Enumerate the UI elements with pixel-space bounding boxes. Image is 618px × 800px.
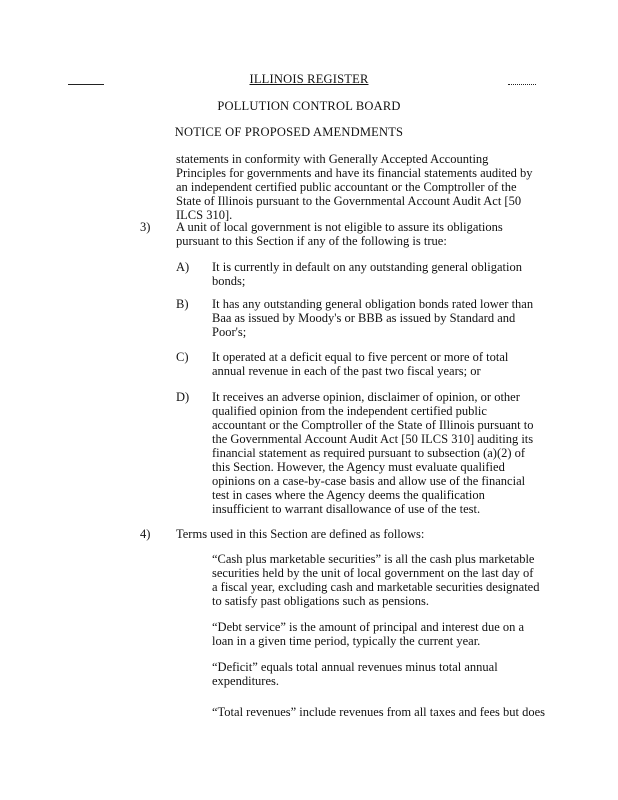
definition-cash: “Cash plus marketable securities” is all the cash plus marketable securities held by the unit of local government on the last day of a fiscal year, excluding cash and marketable securities designated to satisfy past obligations such as pensions. [212,552,540,608]
item-3b-label: B) [176,297,189,311]
intro-paragraph: statements in conformity with Generally Accepted Accounting Principles for governments and have its financial statements audited by an independent certified public accountant or the Comptroller of the State of Illinois pursuant to the Governmental Account Audit Act [50 ILCS 310]. [176,152,533,222]
definition-deficit: “Deficit” equals total annual revenues minus total annual expenditures. [212,660,498,688]
board-title: POLLUTION CONTROL BOARD [217,99,401,113]
item-3d-label: D) [176,390,190,404]
item-4-number: 4) [140,527,151,541]
notice-title: NOTICE OF PROPOSED AMENDMENTS [174,125,404,139]
item-3c-text: It operated at a deficit equal to five percent or more of total annual revenue in each of the past two fiscal years; or [212,350,509,378]
definition-total-revenues: “Total revenues” include revenues from all taxes and fees but does [212,705,546,719]
register-title: ILLINOIS REGISTER [249,72,369,86]
item-3b-text: It has any outstanding general obligation bonds rated lower than Baa as issued by Moody's or BBB as issued by Standard and Poor's; [212,297,534,339]
item-4-text: Terms used in this Section are defined as follows: [176,527,425,541]
item-3a-label: A) [176,260,190,274]
item-3c-label: C) [176,350,189,364]
item-3-text: A unit of local government is not eligible to assure its obligations pursuant to this Section if any of the following is true: [176,220,503,248]
item-3d-text: It receives an adverse opinion, disclaimer of opinion, or other qualified opinion from the independent certified public accountant or the Comptroller of the State of Illinois pursuant to the Governmental Account Audit Act [50 ILCS 310] auditing its financial statement as required pursuant to subsection (a)(2) of this Section. However, the Agency must evaluate qualified opinions on a case-by-case basis and allow use of the financial test in cases where the Agency deems the qualification insufficient to warrant disallowance of use of the test. [212,390,534,516]
item-3a-text: It is currently in default on any outstanding general obligation bonds; [212,260,522,288]
definition-debt-service: “Debt service” is the amount of principal and interest due on a loan in a given time period, typically the current year. [212,620,525,648]
item-3-number: 3) [140,220,151,234]
